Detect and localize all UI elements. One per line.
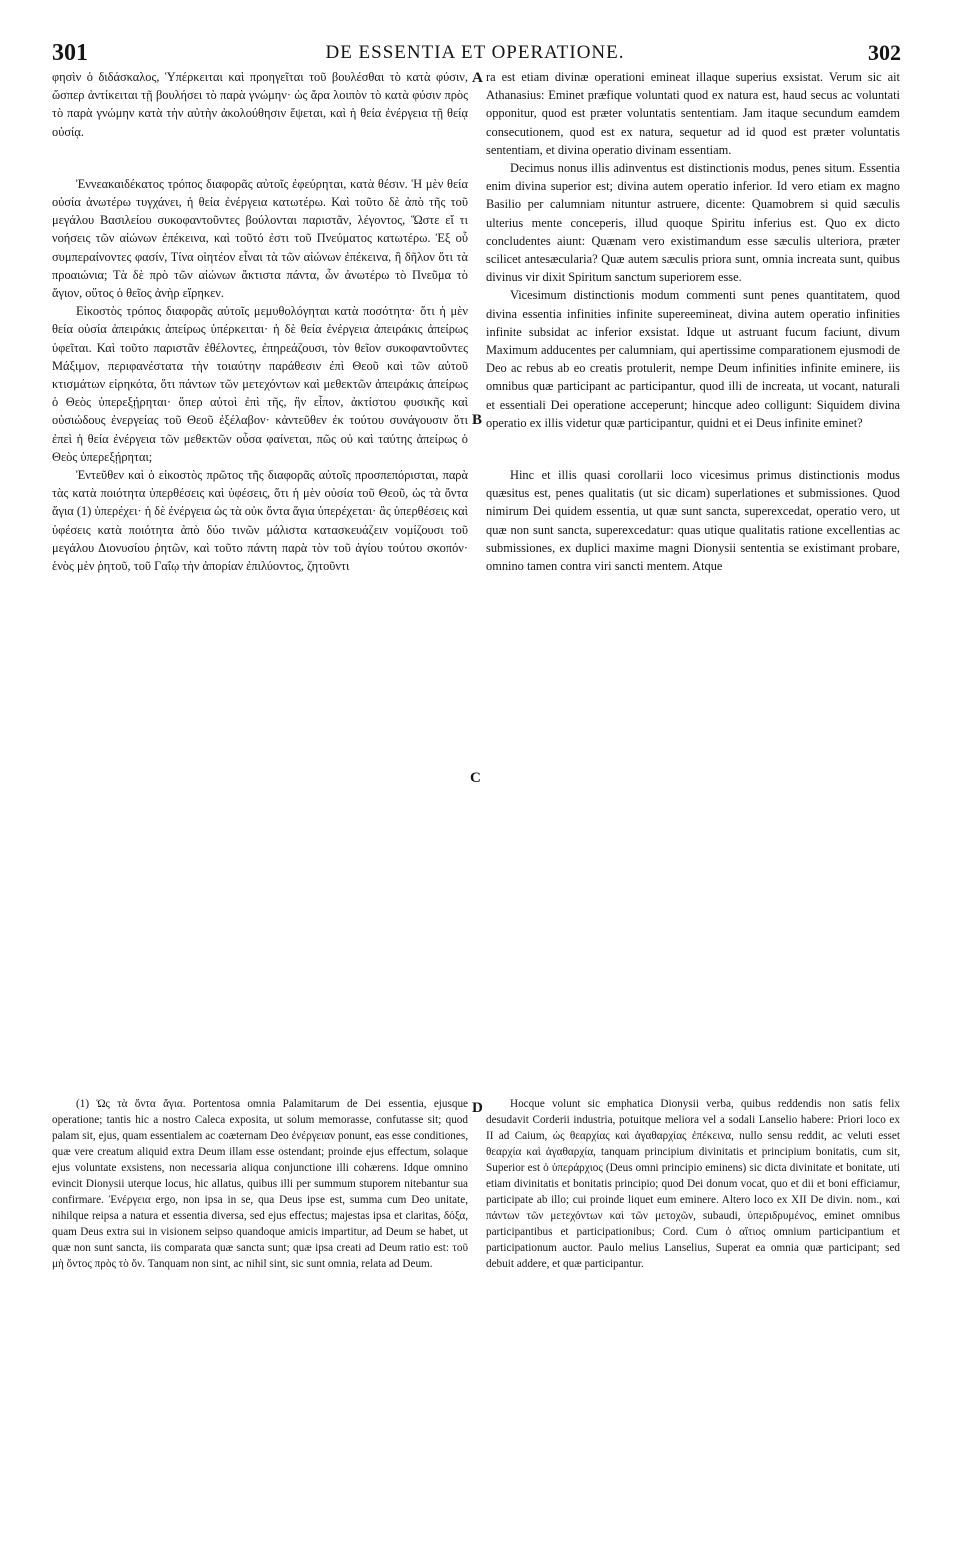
paragraph-gap: [486, 432, 900, 466]
margin-letter-b: B: [472, 412, 483, 428]
footnote-right: [486, 1096, 900, 1272]
greek-paragraph: Ἐντεῦθεν καὶ ὁ εἰκοστὸς πρῶτος τῆς διαφορᾶς αὐτοῖς προσπεπόρισται, παρὰ τὰς κατὰ ποιότητα ὑπερθέσεις καὶ ὑφέσεις, ὅτι ἡ μὲν οὐσία τοῦ Θεοῦ, ὡς τὰ ὄντα ἅγια (1) ὑπερέχει· ἡ δὲ ἐνέργεια ὡς τὰ οὐκ ὄντα ἅγια ὑπερέχεται· ἃς ὑπερθέσεις καὶ ὑφέσεις κατὰ ποιότητα ἀπὸ δύο τινῶν μάλιστα κατασκευάζειν νομίζουσι τοῦ μεγάλου Διονυσίου ῥητῶν, καὶ τοῦτο πάντη παρὰ τὸν τοῦ ἁγίου τούτου σκοπόν· ἑνὸς μὲν ῥητοῦ, τοῦ Γαΐῳ τὴν ἀπορίαν ἐπιλύοντος, ζητοῦντι: [52, 468, 468, 574]
latin-paragraph: ra est etiam divinæ operationi emineat illaque superius exsistat. Verum sic ait Athanasius: Eminet præfique voluntati quod ex natura est, haud secus ac voluntati opponitur, quod est præter voluntatis sententiam. Jam itaque secundum eamdem consecutionem, quod est ex natura, sequetur ad id quod est præter voluntatis sententiam, et divina operatio divinam essentiam.: [486, 70, 900, 157]
latin-paragraph: Decimus nonus illis adinventus est distinctionis modus, penes situm. Essentia enim divina superior est; divina autem operatio inferior. Id vero etiam ex magno Basilio per calumniam nituntur astruere, dicente: Quamobrem si quid sæculis ulterius mente conceperis, illud quoque Spiritu inferius est. Quo ex dicto concludentes aiunt: Quænam vero existimandum esse sæculis ulteriora, præter scilicet antesæcularia? Quæ autem sæculis priora sunt, omnia increata sunt, quibus divinus vir dixit Spiritum sanctum superiorem esse.: [486, 161, 900, 285]
footnote-text: (1) Ὡς τὰ ὄντα ἅγια. Portentosa omnia Palamitarum de Dei essentia, ejusque operatione; tantis hic a nostro Caleca exposita, ut solum memorasse, confutasse sit; quod palam sit, ejus, quam essentialem ac coæternam Deo ἐνέργειαν ponunt, eas esse conditiones, quæ vere creatum aliquid extra Deum illam esse ostendant; proinde ejus effectum, solaque ejus voluntate exsistens, non necessaria aliqua conjunctione illi cohærens. Idque omnino evincit Dionysii uterque locus, hic allatus, quibus illi per summum stuporem nitebantur sua confirmare. Ἐνέργεια ergo, non ipsa in se, qua Deus ipse est, summa cum Deo unitate, nihilque reipsa a natura et essentia diversa, sed ejus effectus; majestas ipsa et claritas, δόξα, quam Deus extra sui in visionem seipso quandoque amicis impartitur, ad Deum se habet, ut quæ non sunt sancta, iis comparata quæ sancta sunt; quæ ipsa creati ad Deum ratio est: τοῦ μὴ ὄντος πρὸς τὸ ὄν. Tanquam non sint, ac nihil sint, sic sunt omnia, relata ad Deum.: [52, 1098, 468, 1270]
margin-letter-c: C: [470, 770, 481, 786]
greek-paragraph: φησὶν ὁ διδάσκαλος, Ὑπέρκειται καὶ προηγεῖται τοῦ βουλέσθαι τὸ κατὰ φύσιν, ὥσπερ ἀντίκειται τῇ βουλήσει τὸ παρὰ γνώμην· ὡς ἄρα λοιπὸν τὸ κατὰ φύσιν πρὸς τὸ παρὰ γνώμην κατὰ τὴν αὐτὴν ἀκολούθησιν ἕψεται, καὶ ἡ θεία ἐνέργεια τῇ θείᾳ οὐσίᾳ.: [52, 70, 468, 139]
page-number-left: 301: [52, 40, 88, 66]
paragraph-gap: [52, 141, 468, 175]
greek-paragraph: Ἐννεακαιδέκατος τρόπος διαφορᾶς αὐτοῖς ἐφεύρηται, κατὰ θέσιν. Ἡ μὲν θεία οὐσία ἀνωτέρω τυγχάνει, ἡ θεία ἐνέργεια κατωτέρω. Καὶ τοῦτο δὲ ἀπὸ τῆς τοῦ μεγάλου Βασιλείου συκοφαντοῦντες βούλονται παριστᾶν, λέγοντος, Ὥστε εἴ τι νοήσεις τῶν αἰώνων ἐπέκεινα, καὶ τοῦτό ἐστι τοῦ Πνεύματος κατωτέρω. Ἐξ οὗ συμπεραίνοντες φασίν, Τίνα οἰητέον εἶναι τὰ τῶν αἰώνων ἐπέκεινα, ἢ δῆλον ὅτι τὰ προαιώνια; Τὰ δὲ πρὸ τῶν αἰώνων ἄκτιστα πάντα, ὧν ἀνωτέρω τὸ Πνεῦμα τὸ ἅγιον, οὕτος ὁ θεῖος ἀνὴρ εἴρηκεν.: [52, 176, 468, 301]
greek-paragraph: Εἰκοστὸς τρόπος διαφορᾶς αὐτοῖς μεμυθολόγηται κατὰ ποσότητα· ὅτι ἡ μὲν θεία οὐσία ἀπειράκις ἀπείρως ὑπέρκειται· ἡ δὲ θεία ἐνέργεια ἀπειράκις ἀπείρως ὑφεῖται. Καὶ τοῦτο παριστᾶν ἐθέλοντες, ἐπηρεάζουσι, τὸν θεῖον συκοφαντοῦντες Μάξιμον, περιφανέστατα τὴν τοιαύτην παράθεσιν ἐπὶ Θεοῦ καὶ τῶν αὐτοῦ κτισμάτων εἰρηκότα, ὅτι πάντων τῶν μετεχόντων καὶ μεθεκτῶν ἀπειράκις ἀπείρως ὁ Θεὸς ὑπερεξῄρηται· ὅπερ αὐτοὶ ἐπὶ τῆς, ἣν εἶπον, ἀκτίστου φυσικῆς καὶ οὐσιώδους ἐνεργείας τοῦ Θεοῦ ἐξέλαβον· κἀντεῦθεν ἐκ τούτου συνάγουσιν ὅτι ἐπεὶ ἡ θεία ἐνέργεια τῶν μεθεκτῶν οὖσα φαίνεται, πῶς οὐ καὶ ταύτης ἀπείρως ὁ Θεὸς ὑπερεξῄρηται;: [52, 304, 468, 464]
running-title: DE ESSENTIA ET OPERATIONE.: [325, 42, 625, 63]
greek-column: [52, 68, 468, 575]
latin-paragraph: Vicesimum distinctionis modum commenti sunt penes quantitatem, quod divina essentia infinities infinite supereemineat, divina autem operatio infinities infinite subsidat ac inferior exsistat. Idque ut astruant fucum faciunt, divum Maximum adducentes per calumniam, qui apertissime comparationem ejusmodi de Deo ac rebus ab eo creatis protulerit, nempe Deum infinities infinite eminere, iis omnibus quæ participant ac participantur, quod illi de increata, ut vocant, naturali et essentiali Dei operatione acceperunt; hincque adeo colligunt: Siquidem divina operatio ex illis videtur quæ participantur, quidni et ei Deus infinite eminet?: [486, 288, 900, 430]
latin-paragraph: Hinc et illis quasi corollarii loco vicesimus primus distinctionis modus quæsitus est, penes qualitatis (ut sic dicam) superlationes et submissiones. Quod nimirum Dei quidem essentia, ut quæ sunt sancta, superexcedat, operatio vero, ut quæ non sunt sancta, superexcedatur: quas utique qualitatis ratione excellentias ac submissiones, ex duplici maxime magni Dionysii sententia se existimant probare, omnino tamen contra viri sancti mentem. Atque: [486, 468, 900, 574]
margin-letter-a: A: [472, 70, 483, 86]
margin-letter-d: D: [472, 1100, 483, 1116]
page-number-right: 302: [868, 40, 901, 65]
footnote-text: Hocque volunt sic emphatica Dionysii verba, quibus reddendis non satis felix desudavit Corderii industria, potuitque meliora vel a sodali Lanselio habere: Priori loco ex II ad Caium, ὡς θεαρχίας καὶ ἀγαθαρχίας ἐπέκεινα, nullo sensu reddit, ac veluti esset θεαρχία καὶ ἀγαθαρχία, tanquam principium divinitatis et principium bonitatis, cum sit, Superior est ὁ ὑπεράρχιος (Deus omni principio eminens) sic dicta divinitate et bonitate, uti etiam divinitatis et bonitatis principio; quod Dei donum vocat, quo et dii et boni efficiamur, participate ab illo; cui proinde liquet eum eminere. Altero loco ex XII De divin. nom., καὶ πάντων τῶν μετεχόντων καὶ τῶν μετοχῶν, subaudi, ὑπεριδρυμένος, eminet omnibus participantibus et participationibus; Cord. Cum ὁ αἴτιος omnium participantium et participationum auctor. Paulo melius Lanselius, Superat ea omnia quæ participant; sed debuit addere, et quæ participantur.: [486, 1098, 900, 1270]
footnote-left: [52, 1096, 468, 1272]
latin-column: [486, 68, 900, 575]
